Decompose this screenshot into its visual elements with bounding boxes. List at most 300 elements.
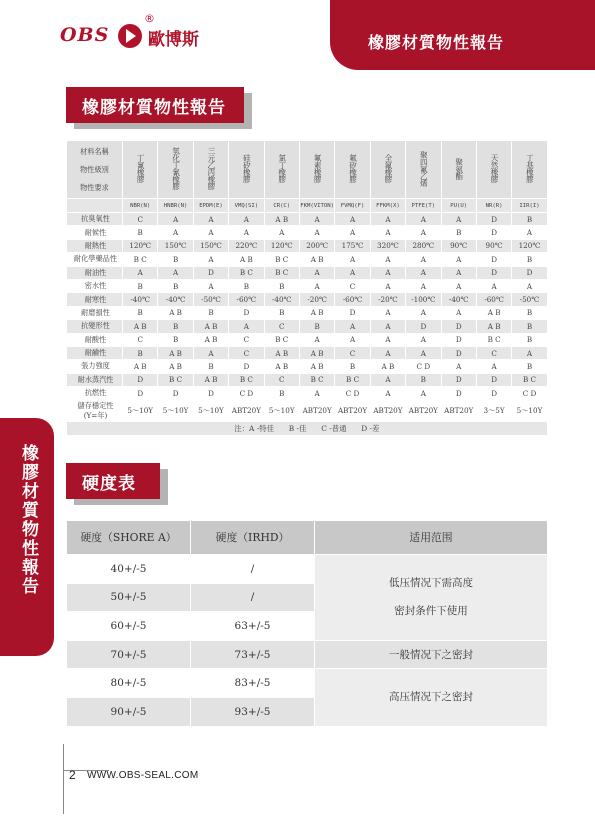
storage-label: 儲存穩定性 <box>77 400 114 410</box>
property-label: 張力強度 <box>67 360 123 373</box>
property-rating: A <box>476 279 511 292</box>
property-rating: 280℃ <box>406 239 441 252</box>
property-rating: A B <box>193 373 228 386</box>
property-rating: A <box>193 213 228 226</box>
material-name: 氟矽橡膠 <box>348 154 358 183</box>
property-rating: A <box>193 346 228 359</box>
usage-high-pressure: 高压情况下之密封 <box>315 669 548 726</box>
property-rating: B <box>512 253 547 266</box>
property-rating: B <box>512 306 547 319</box>
section-title-hardness: 硬度表 <box>66 463 160 499</box>
material-name: 氯丁橡膠 <box>277 154 287 183</box>
property-rating: C <box>335 346 370 359</box>
storage-value: ABT20Y <box>370 400 405 422</box>
property-rating: A <box>370 387 405 400</box>
shore-value: 80+/-5 <box>67 669 191 698</box>
property-rating: D <box>441 346 476 359</box>
brand-logo <box>60 12 240 52</box>
material-code: VMQ(SI) <box>229 199 264 213</box>
property-label: 耐熱性 <box>67 239 123 252</box>
material-code: PTFE(T) <box>406 199 441 213</box>
material-name: 聚氨酯 <box>454 157 464 180</box>
property-rating: A <box>406 213 441 226</box>
property-rating: A <box>370 226 405 239</box>
property-rating: C <box>123 333 158 346</box>
property-row <box>67 373 548 386</box>
header-shore: 硬度（SHORE A） <box>67 521 191 555</box>
property-rating: A <box>299 333 334 346</box>
property-row <box>67 253 548 266</box>
material-header <box>123 141 158 199</box>
property-rating: A B <box>158 346 193 359</box>
property-rating: D <box>476 387 511 400</box>
material-code: CR(C) <box>264 199 299 213</box>
property-rating: A <box>441 360 476 373</box>
property-label: 密水性 <box>67 279 123 292</box>
property-rating: D <box>193 266 228 279</box>
registered-mark: ® <box>144 12 155 25</box>
material-name: 聚四氟乙烯 <box>419 150 429 187</box>
property-rating: A <box>299 387 334 400</box>
material-header <box>476 141 511 199</box>
material-header <box>441 141 476 199</box>
property-rating: 120℃ <box>512 239 547 252</box>
property-row <box>67 387 548 400</box>
property-rating: B C <box>264 266 299 279</box>
property-rating: C D <box>335 387 370 400</box>
irhd-value: 93+/-5 <box>191 697 315 726</box>
property-rating: A <box>406 253 441 266</box>
material-header <box>229 141 264 199</box>
property-rating: A <box>370 253 405 266</box>
property-rating: A <box>441 253 476 266</box>
material-code: HNBR(N) <box>158 199 193 213</box>
property-label: 耐磨損性 <box>67 306 123 319</box>
property-rating: A B <box>370 360 405 373</box>
property-rating: D <box>441 387 476 400</box>
property-rating: A <box>123 266 158 279</box>
property-rating: C <box>229 333 264 346</box>
material-name: 全氟橡膠 <box>383 154 393 183</box>
property-label: 耐候性 <box>67 226 123 239</box>
property-rating: B <box>264 387 299 400</box>
property-rating: B <box>512 360 547 373</box>
property-rating: C D <box>229 387 264 400</box>
storage-value: ABT20Y <box>406 400 441 422</box>
header-title-tab <box>330 0 595 70</box>
section-banner-properties <box>66 87 244 123</box>
property-label: 耐水蒸汽性 <box>67 373 123 386</box>
storage-unit: (Y=年) <box>83 410 108 420</box>
shore-value: 90+/-5 <box>67 697 191 726</box>
hardness-row <box>67 669 548 698</box>
property-rating: 175℃ <box>335 239 370 252</box>
property-rating: A B <box>193 320 228 333</box>
property-rating: A B <box>158 306 193 319</box>
property-rating: 120℃ <box>123 239 158 252</box>
property-rating: 150℃ <box>158 239 193 252</box>
property-rating: A <box>441 213 476 226</box>
property-row <box>67 266 548 279</box>
rating-legend-row <box>67 422 548 436</box>
property-rating: B C <box>512 373 547 386</box>
section-title-properties: 橡膠材質物性報告 <box>66 87 244 123</box>
property-rating: B <box>123 226 158 239</box>
material-code: FFKM(X) <box>370 199 405 213</box>
property-rating: A B <box>229 253 264 266</box>
property-rating: A <box>370 306 405 319</box>
hardness-table <box>66 520 548 727</box>
material-code: EPDM(E) <box>193 199 228 213</box>
property-rating: D <box>406 320 441 333</box>
property-rating: A <box>370 279 405 292</box>
irhd-value: / <box>191 583 315 612</box>
property-rating: D <box>123 373 158 386</box>
material-header <box>299 141 334 199</box>
property-rating: A <box>335 213 370 226</box>
usage-line: 密封条件下使用 <box>394 605 468 618</box>
property-rating: -60℃ <box>229 293 264 306</box>
property-rating: A <box>370 266 405 279</box>
property-rating: A <box>335 253 370 266</box>
property-rating: A B <box>264 346 299 359</box>
property-rating: B <box>441 226 476 239</box>
material-header <box>264 141 299 199</box>
property-rating: A <box>370 373 405 386</box>
property-rating: B <box>264 279 299 292</box>
property-rating: A B <box>264 213 299 226</box>
rating-legend: 注：A -特佳 B -佳 C -普通 D -差 <box>67 422 548 436</box>
property-row <box>67 346 548 359</box>
material-header <box>406 141 441 199</box>
property-rating: B <box>193 306 228 319</box>
property-rating: B C <box>335 373 370 386</box>
property-rating: D <box>158 387 193 400</box>
storage-value: 5～10Y <box>123 400 158 422</box>
property-rating: 220℃ <box>229 239 264 252</box>
shore-value: 50+/-5 <box>67 583 191 612</box>
header-labels-cell <box>67 141 123 199</box>
material-code: NR(R) <box>476 199 511 213</box>
material-name: 丁氰橡膠 <box>136 154 146 183</box>
property-rating: 90℃ <box>476 239 511 252</box>
property-row <box>67 293 548 306</box>
property-rating: A B <box>193 333 228 346</box>
property-rating: A B <box>476 306 511 319</box>
header-label-material-name: 材料名稱 <box>80 146 109 156</box>
property-label: 抗變形性 <box>67 320 123 333</box>
material-name: 天然橡膠 <box>490 154 500 183</box>
property-rating: C <box>264 373 299 386</box>
header-irhd: 硬度（IRHD） <box>191 521 315 555</box>
property-rating: C <box>335 279 370 292</box>
property-rating: B C <box>476 333 511 346</box>
material-header <box>335 141 370 199</box>
hardness-header-row <box>67 521 548 555</box>
property-rating: A <box>512 226 547 239</box>
table-header-row <box>67 141 548 199</box>
property-rating: C <box>476 346 511 359</box>
property-rating: B <box>512 333 547 346</box>
header-label-requirement: 物性要求 <box>80 182 109 192</box>
property-rating: B <box>299 320 334 333</box>
property-rating: 200℃ <box>299 239 334 252</box>
property-label: 抗臭氧性 <box>67 213 123 226</box>
property-rating: B <box>123 306 158 319</box>
property-rating: -40℃ <box>264 293 299 306</box>
property-row <box>67 226 548 239</box>
property-rating: A B <box>299 360 334 373</box>
property-rating: A <box>406 226 441 239</box>
property-rating: A B <box>123 320 158 333</box>
material-name: 三元乙丙橡膠 <box>206 147 216 190</box>
property-rating: C <box>123 213 158 226</box>
property-rating: B <box>158 253 193 266</box>
property-rating: D <box>441 320 476 333</box>
property-rating: 150℃ <box>193 239 228 252</box>
material-code-row <box>67 199 548 213</box>
property-label: 耐寒性 <box>67 293 123 306</box>
material-header <box>512 141 547 199</box>
property-rating: B <box>512 320 547 333</box>
hardness-row <box>67 640 548 669</box>
property-rating: A <box>406 333 441 346</box>
property-rating: A <box>512 346 547 359</box>
header-usage: 适用范围 <box>315 521 548 555</box>
property-rating: A <box>441 306 476 319</box>
property-rating: B C <box>264 333 299 346</box>
property-row <box>67 279 548 292</box>
property-rating: A <box>158 226 193 239</box>
material-header <box>193 141 228 199</box>
property-rating: A B <box>476 320 511 333</box>
property-rating: A <box>299 266 334 279</box>
material-name: 丁基橡膠 <box>525 154 535 183</box>
shore-value: 60+/-5 <box>67 612 191 641</box>
property-row <box>67 306 548 319</box>
property-rating: A <box>335 266 370 279</box>
storage-value: ABT20Y <box>299 400 334 422</box>
property-rating: B C <box>158 373 193 386</box>
property-rating: D <box>193 387 228 400</box>
property-rating: A <box>158 266 193 279</box>
property-label: 耐化學藥品性 <box>67 253 123 266</box>
property-rating: A <box>512 279 547 292</box>
property-rating: A <box>193 253 228 266</box>
property-rating: C D <box>406 360 441 373</box>
material-name: 氟素橡膠 <box>313 154 323 183</box>
property-rating: -40℃ <box>441 293 476 306</box>
property-rating: A <box>229 226 264 239</box>
logo-arrow-icon <box>118 24 142 48</box>
property-label: 抗燃性 <box>67 387 123 400</box>
property-rating: A B <box>123 360 158 373</box>
property-row <box>67 213 548 226</box>
property-rating: 320℃ <box>370 239 405 252</box>
material-code: NBR(N) <box>123 199 158 213</box>
property-rating: D <box>476 213 511 226</box>
property-rating: A <box>370 333 405 346</box>
shore-value: 40+/-5 <box>67 555 191 584</box>
property-rating: A <box>406 387 441 400</box>
property-rating: B C <box>229 266 264 279</box>
material-code: PU(U) <box>441 199 476 213</box>
property-rating: A <box>193 279 228 292</box>
property-rating: B <box>158 320 193 333</box>
material-code: FVMQ(F) <box>335 199 370 213</box>
usage-line: 低压情况下需高度 <box>389 577 473 590</box>
property-rating: C D <box>512 387 547 400</box>
property-rating: -60℃ <box>476 293 511 306</box>
property-rating: B C <box>229 373 264 386</box>
material-name: 硅矽橡膠 <box>242 154 252 183</box>
property-rating: B <box>158 279 193 292</box>
property-rating: B <box>193 360 228 373</box>
header-title: 橡膠材質物性報告 <box>368 33 505 52</box>
property-rating: A <box>158 213 193 226</box>
property-rating: A <box>229 213 264 226</box>
property-rating: B <box>123 279 158 292</box>
property-rating: A <box>370 346 405 359</box>
property-row <box>67 239 548 252</box>
property-rating: A <box>476 360 511 373</box>
property-rating: D <box>229 360 264 373</box>
property-rating: B C <box>264 253 299 266</box>
page-number: 2 <box>69 768 76 782</box>
property-rating: A <box>441 279 476 292</box>
website-url: WWW.OBS-SEAL.COM <box>87 770 199 781</box>
property-rating: D <box>476 226 511 239</box>
property-rating: -20℃ <box>370 293 405 306</box>
side-section-tab <box>0 418 54 656</box>
storage-value: ABT20Y <box>229 400 264 422</box>
irhd-value: 63+/-5 <box>191 612 315 641</box>
property-row <box>67 333 548 346</box>
property-label: 耐油性 <box>67 266 123 279</box>
property-rating: A <box>264 226 299 239</box>
code-row-spacer <box>67 199 123 213</box>
property-rating: A <box>370 213 405 226</box>
property-rating: A B <box>299 253 334 266</box>
irhd-value: 73+/-5 <box>191 640 315 669</box>
property-rating: -50℃ <box>193 293 228 306</box>
property-rating: A B <box>299 346 334 359</box>
property-rating: A B <box>299 306 334 319</box>
property-rating: B <box>264 306 299 319</box>
storage-label-cell <box>67 400 123 422</box>
material-name: 氫化丁氰橡膠 <box>171 147 181 190</box>
property-rating: D <box>476 266 511 279</box>
storage-value: 5～10Y <box>264 400 299 422</box>
storage-value: ABT20Y <box>441 400 476 422</box>
property-rating: A <box>406 279 441 292</box>
usage-low-pressure <box>315 555 548 641</box>
storage-value: ABT20Y <box>335 400 370 422</box>
property-rating: B <box>123 346 158 359</box>
property-rating: A <box>193 226 228 239</box>
property-rating: A <box>299 279 334 292</box>
storage-value: 5～10Y <box>512 400 547 422</box>
section-banner-hardness <box>66 463 160 499</box>
footer-vertical-rule <box>63 744 64 814</box>
property-rating: A <box>335 320 370 333</box>
property-rating: A <box>406 266 441 279</box>
irhd-value: 83+/-5 <box>191 669 315 698</box>
storage-value: 5～10Y <box>193 400 228 422</box>
material-code: IIR(I) <box>512 199 547 213</box>
property-rating: -20℃ <box>299 293 334 306</box>
storage-stability-row <box>67 400 548 422</box>
property-rating: B <box>512 213 547 226</box>
material-header <box>158 141 193 199</box>
property-rating: C <box>264 320 299 333</box>
property-rating: A <box>229 320 264 333</box>
property-rating: 120℃ <box>264 239 299 252</box>
property-label: 耐鹼性 <box>67 346 123 359</box>
property-row <box>67 320 548 333</box>
property-rating: A <box>335 226 370 239</box>
side-tab-label: 橡膠材質物性報告 <box>18 444 38 596</box>
property-rating: -40℃ <box>123 293 158 306</box>
property-rows <box>67 213 548 400</box>
property-rating: A B <box>158 360 193 373</box>
property-row <box>67 360 548 373</box>
property-rating: D <box>441 333 476 346</box>
property-rating: -60℃ <box>335 293 370 306</box>
material-properties-table <box>66 140 548 436</box>
logo-chinese-name: 歐博斯 <box>148 30 199 50</box>
property-rating: B <box>406 373 441 386</box>
property-rating: D <box>123 387 158 400</box>
property-rating: A <box>406 346 441 359</box>
property-rating: D <box>229 306 264 319</box>
property-rating: -40℃ <box>158 293 193 306</box>
irhd-value: / <box>191 555 315 584</box>
property-rating: C <box>229 346 264 359</box>
property-rating: A B <box>264 360 299 373</box>
material-header <box>370 141 405 199</box>
property-rating: -50℃ <box>512 293 547 306</box>
property-rating: 90℃ <box>441 239 476 252</box>
property-rating: B C <box>123 253 158 266</box>
material-code: FKM(VITON) <box>299 199 334 213</box>
property-rating: D <box>335 306 370 319</box>
property-label: 耐酸性 <box>67 333 123 346</box>
property-rating: B <box>158 333 193 346</box>
usage-general: 一般情况下之密封 <box>315 640 548 669</box>
property-rating: D <box>476 253 511 266</box>
storage-value: 5～10Y <box>158 400 193 422</box>
property-rating: D <box>512 266 547 279</box>
logo-text: OBS <box>60 24 110 46</box>
property-rating: B <box>229 279 264 292</box>
property-rating: B C <box>299 373 334 386</box>
property-rating: A <box>406 306 441 319</box>
property-rating: D <box>476 373 511 386</box>
header-label-grade: 物性級別 <box>80 164 109 174</box>
storage-value: 3～5Y <box>476 400 511 422</box>
property-rating: A <box>335 333 370 346</box>
property-rating: D <box>441 373 476 386</box>
property-rating: A <box>299 226 334 239</box>
property-rating: A <box>370 320 405 333</box>
property-rating: B <box>335 360 370 373</box>
property-rating: A <box>299 213 334 226</box>
shore-value: 70+/-5 <box>67 640 191 669</box>
property-rating: A <box>441 266 476 279</box>
hardness-row <box>67 555 548 584</box>
property-rating: -100℃ <box>406 293 441 306</box>
